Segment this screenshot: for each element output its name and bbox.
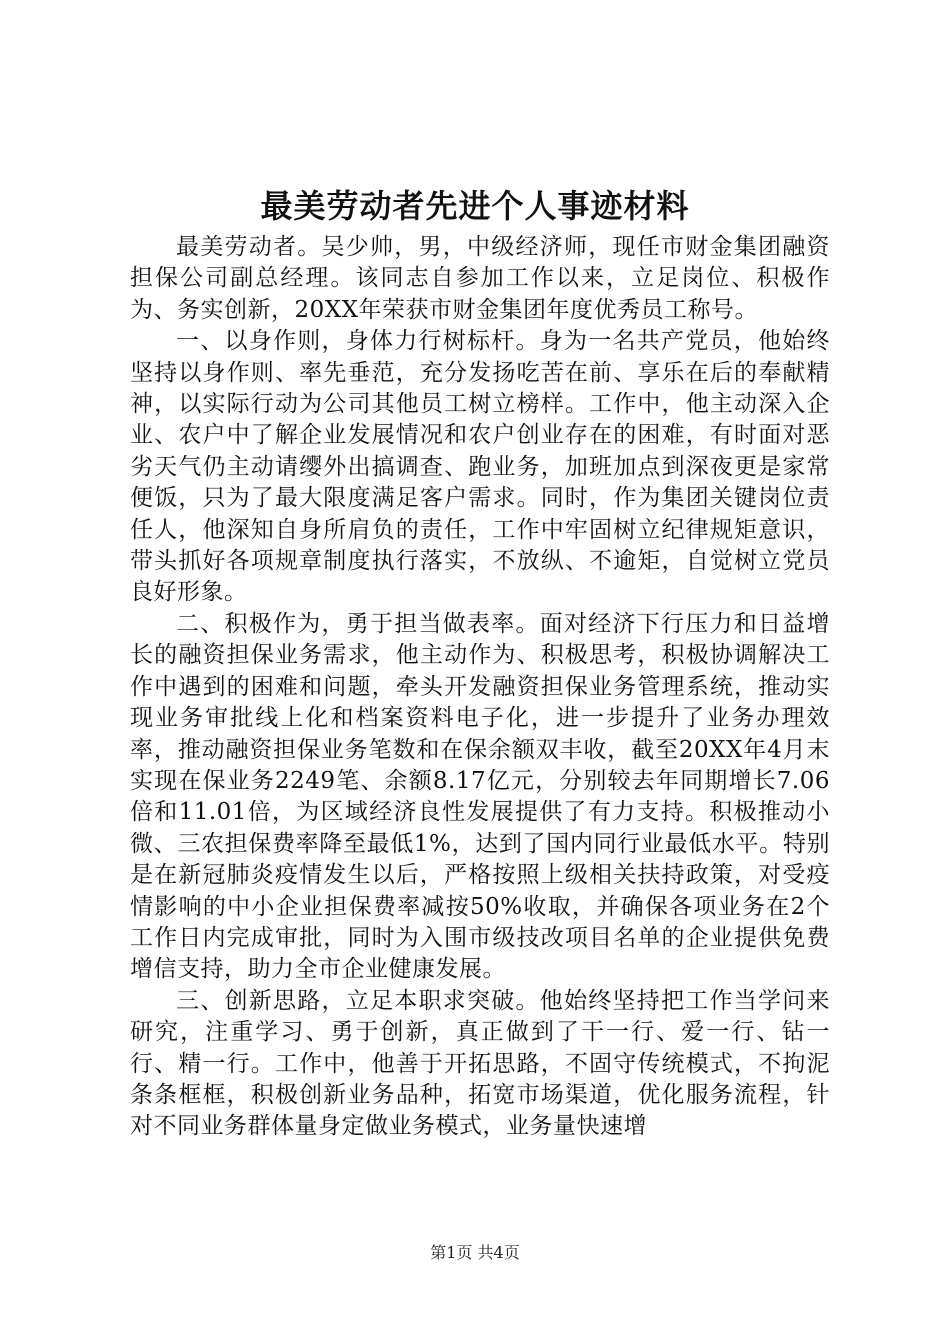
document-title: 最美劳动者先进个人事迹材料	[260, 187, 690, 225]
paragraph-section-1: 一、以身作则，身体力行树标杆。身为一名共产党员，他始终坚持以身作则、率先垂范，充分发扬吃苦在前、享乐在后的奉献精神，以实际行动为公司其他员工树立榜样。工作中，他主动深入企业、农户中了解企业发展情况和农户创业存在的困难，有时面对恶劣天气仍主动请缨外出搞调查、跑业务，加班加点到深夜更是家常便饭，只为了最大限度满足客户需求。同时，作为集团关键岗位责任人，他深知自身所肩负的责任，工作中牢固树立纪律规矩意识，带头抓好各项规章制度执行落实，不放纵、不逾矩，自觉树立党员良好形象。	[130, 328, 830, 606]
page-footer: 第1页 共4页	[430, 1243, 520, 1262]
paragraph-section-3: 三、创新思路，立足本职求突破。他始终坚持把工作当学问来研究，注重学习、勇于创新，真正做到了干一行、爱一行、钻一行、精一行。工作中，他善于开拓思路，不固守传统模式，不拘泥条条框框，积极创新业务品种，拓宽市场渠道，优化服务流程，针对不同业务群体量身定做业务模式，业务量快速增	[130, 987, 830, 1140]
paragraph-intro: 最美劳动者。吴少帅，男，中级经济师，现任市财金集团融资担保公司副总经理。该同志自参加工作以来，立足岗位、积极作为、务实创新，20XX年荣获市财金集团年度优秀员工称号。	[130, 234, 830, 323]
paragraph-section-2: 二、积极作为，勇于担当做表率。面对经济下行压力和日益增长的融资担保业务需求，他主动作为、积极思考，积极协调解决工作中遇到的困难和问题，牵头开发融资担保业务管理系统，推动实现业务审批线上化和档案资料电子化，进一步提升了业务办理效率，推动融资担保业务笔数和在保余额双丰收，截至20XX年4月末实现在保业务2249笔、余额8.17亿元，分别较去年同期增长7.06倍和11.01倍，为区域经济良性发展提供了有力支持。积极推动小微、三农担保费率降至最低1%，达到了国内同行业最低水平。特别是在新冠肺炎疫情发生以后，严格按照上级相关扶持政策，对受疫情影响的中小企业担保费率减按50%收取，并确保各项业务在2个工作日内完成审批，同时为入围市级技改项目名单的企业提供免费增信支持，助力全市企业健康发展。	[130, 610, 830, 983]
document-body	[130, 232, 830, 1143]
